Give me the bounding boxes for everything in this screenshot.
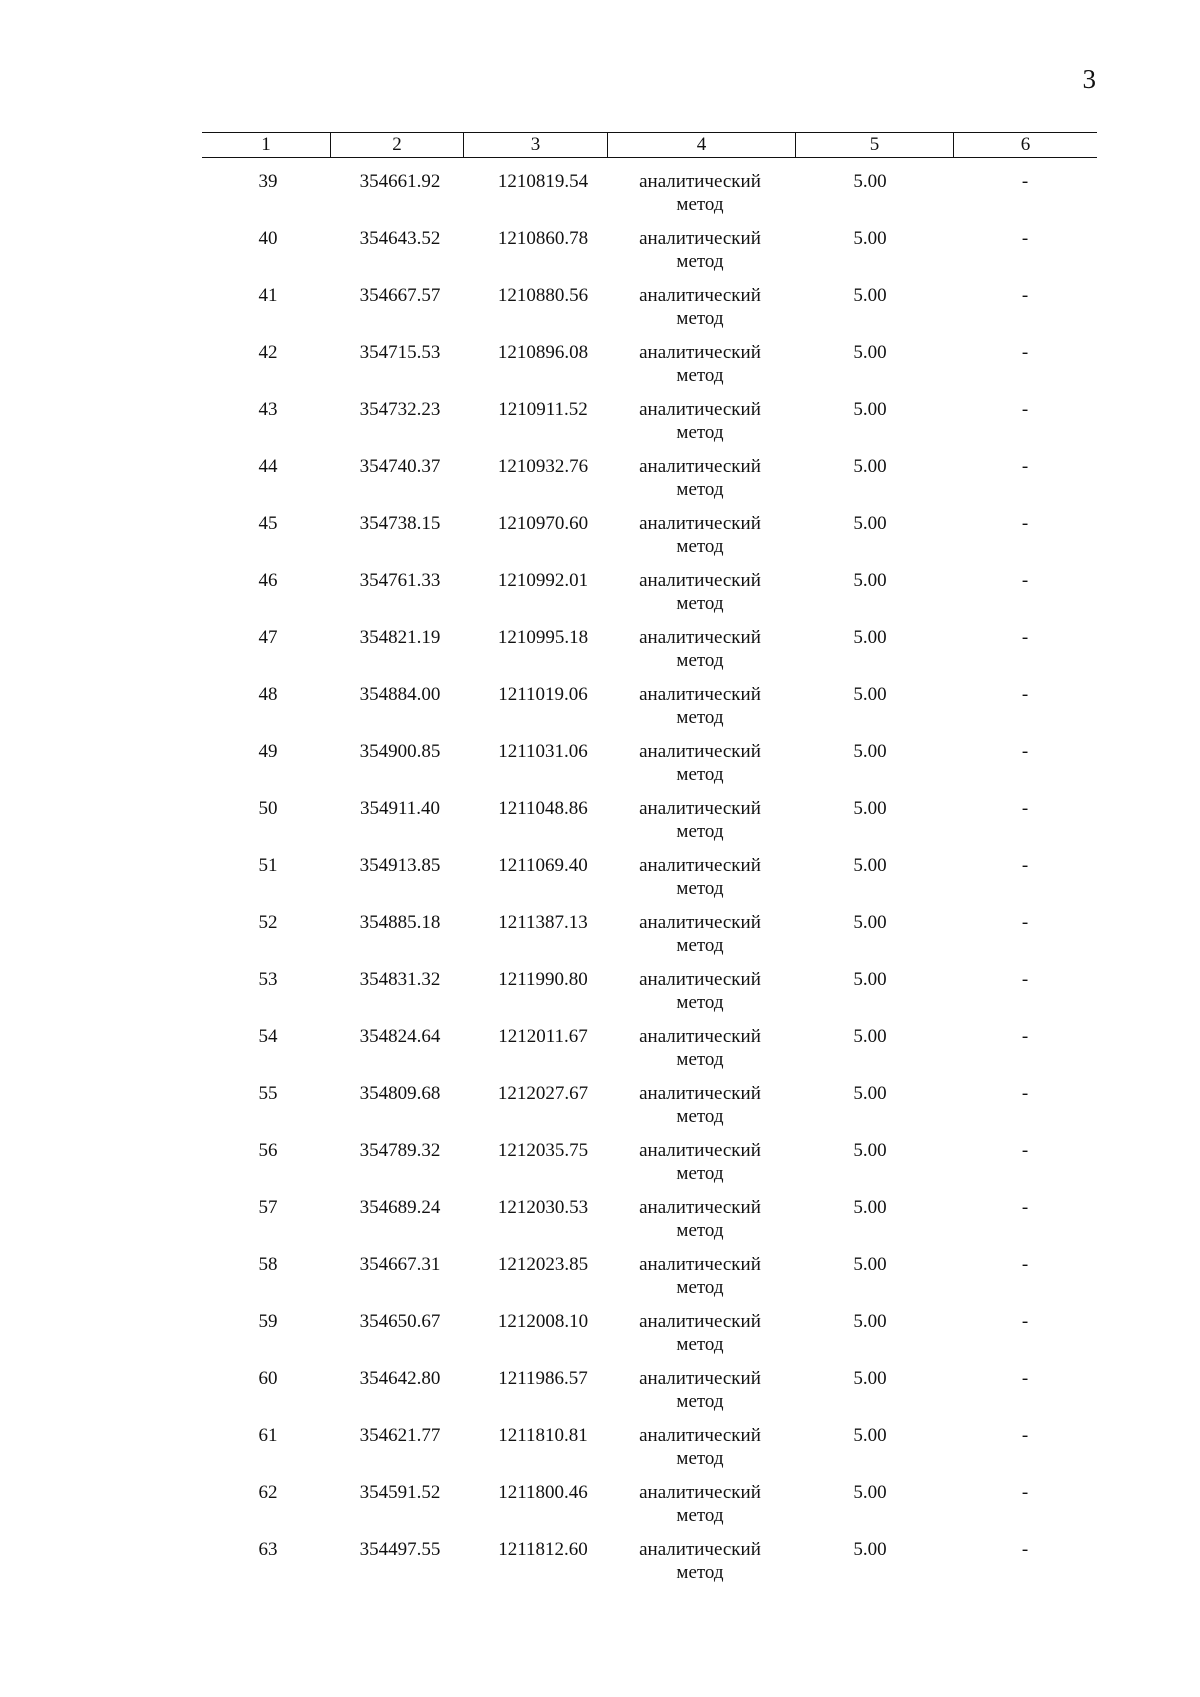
cell-method: аналитический метод [639, 1083, 761, 1127]
table-row [0, 569, 1200, 626]
cell-coord-x: 354667.57 [359, 285, 441, 306]
cell-coord-x: 354689.24 [359, 1197, 441, 1218]
cell-coord-y: 1210896.08 [497, 342, 589, 363]
cell-note: - [1021, 228, 1029, 249]
cell-point-number: 58 [258, 1254, 278, 1275]
table-row [0, 740, 1200, 797]
table-row [0, 797, 1200, 854]
cell-point-number: 45 [258, 513, 278, 534]
cell-coord-x: 354591.52 [359, 1482, 441, 1503]
cell-accuracy: 5.00 [853, 1539, 887, 1560]
table-row [0, 683, 1200, 740]
cell-note: - [1021, 798, 1029, 819]
table-row [0, 1424, 1200, 1481]
cell-accuracy: 5.00 [853, 456, 887, 477]
cell-coord-x: 354715.53 [359, 342, 441, 363]
cell-note: - [1021, 1140, 1029, 1161]
cell-note: - [1021, 855, 1029, 876]
cell-coord-y: 1211019.06 [498, 684, 588, 705]
cell-accuracy: 5.00 [853, 228, 887, 249]
table-row [0, 284, 1200, 341]
cell-accuracy: 5.00 [853, 627, 887, 648]
cell-coord-y: 1210995.18 [497, 627, 589, 648]
cell-method: аналитический метод [639, 627, 761, 671]
cell-note: - [1021, 684, 1029, 705]
cell-coord-y: 1210819.54 [497, 171, 589, 192]
cell-method: аналитический метод [639, 684, 761, 728]
table-row [0, 1196, 1200, 1253]
cell-note: - [1021, 285, 1029, 306]
cell-note: - [1021, 741, 1029, 762]
cell-note: - [1021, 456, 1029, 477]
cell-point-number: 47 [258, 627, 278, 648]
cell-note: - [1021, 1368, 1029, 1389]
cell-coord-y: 1211800.46 [498, 1482, 588, 1503]
table-row [0, 227, 1200, 284]
cell-method: аналитический метод [639, 456, 761, 500]
cell-accuracy: 5.00 [853, 912, 887, 933]
cell-method: аналитический метод [639, 285, 761, 329]
cell-method: аналитический метод [639, 1311, 761, 1355]
table-row [0, 1025, 1200, 1082]
cell-note: - [1021, 171, 1029, 192]
cell-coord-y: 1210911.52 [498, 399, 588, 420]
table-row [0, 911, 1200, 968]
cell-coord-y: 1212030.53 [497, 1197, 589, 1218]
cell-coord-y: 1210992.01 [497, 570, 589, 591]
cell-accuracy: 5.00 [853, 285, 887, 306]
cell-point-number: 50 [258, 798, 278, 819]
table-row [0, 398, 1200, 455]
cell-method: аналитический метод [639, 1026, 761, 1070]
cell-point-number: 40 [258, 228, 278, 249]
cell-point-number: 53 [258, 969, 278, 990]
cell-method: аналитический метод [639, 1368, 761, 1412]
cell-method: аналитический метод [639, 1197, 761, 1241]
cell-note: - [1021, 1197, 1029, 1218]
cell-note: - [1021, 969, 1029, 990]
table-row [0, 455, 1200, 512]
cell-coord-x: 354738.15 [359, 513, 441, 534]
cell-note: - [1021, 912, 1029, 933]
cell-point-number: 57 [258, 1197, 278, 1218]
cell-point-number: 63 [258, 1539, 278, 1560]
cell-accuracy: 5.00 [853, 1368, 887, 1389]
table-row [0, 170, 1200, 227]
table-row [0, 854, 1200, 911]
cell-coord-y: 1210880.56 [497, 285, 589, 306]
cell-coord-y: 1211810.81 [498, 1425, 588, 1446]
cell-coord-x: 354497.55 [359, 1539, 441, 1560]
table-row [0, 1253, 1200, 1310]
cell-coord-y: 1212008.10 [497, 1311, 589, 1332]
cell-note: - [1021, 1026, 1029, 1047]
cell-note: - [1021, 1311, 1029, 1332]
cell-point-number: 51 [258, 855, 278, 876]
table-header [202, 132, 1097, 158]
cell-coord-x: 354911.40 [359, 798, 441, 819]
cell-point-number: 61 [258, 1425, 278, 1446]
cell-note: - [1021, 513, 1029, 534]
cell-coord-x: 354831.32 [359, 969, 441, 990]
cell-point-number: 56 [258, 1140, 278, 1161]
cell-point-number: 60 [258, 1368, 278, 1389]
cell-note: - [1021, 1539, 1029, 1560]
cell-accuracy: 5.00 [853, 1425, 887, 1446]
cell-accuracy: 5.00 [853, 684, 887, 705]
cell-note: - [1021, 570, 1029, 591]
table-row [0, 968, 1200, 1025]
cell-method: аналитический метод [639, 1482, 761, 1526]
cell-coord-x: 354621.77 [359, 1425, 441, 1446]
cell-coord-y: 1211031.06 [498, 741, 588, 762]
cell-method: аналитический метод [639, 1539, 761, 1583]
cell-point-number: 41 [258, 285, 278, 306]
cell-point-number: 44 [258, 456, 278, 477]
table-row [0, 1481, 1200, 1538]
header-col-1: 1 [261, 134, 271, 155]
cell-coord-x: 354740.37 [359, 456, 441, 477]
table-row [0, 1082, 1200, 1139]
table-row [0, 626, 1200, 683]
cell-point-number: 62 [258, 1482, 278, 1503]
cell-coord-y: 1210970.60 [497, 513, 589, 534]
cell-coord-x: 354900.85 [359, 741, 441, 762]
cell-accuracy: 5.00 [853, 171, 887, 192]
cell-accuracy: 5.00 [853, 1026, 887, 1047]
cell-coord-x: 354809.68 [359, 1083, 441, 1104]
cell-coord-x: 354821.19 [359, 627, 441, 648]
cell-coord-y: 1210932.76 [497, 456, 589, 477]
cell-coord-y: 1211069.40 [498, 855, 588, 876]
cell-note: - [1021, 342, 1029, 363]
cell-note: - [1021, 399, 1029, 420]
cell-method: аналитический метод [639, 1254, 761, 1298]
cell-accuracy: 5.00 [853, 741, 887, 762]
cell-accuracy: 5.00 [853, 1482, 887, 1503]
cell-point-number: 49 [258, 741, 278, 762]
cell-coord-y: 1212023.85 [497, 1254, 589, 1275]
cell-accuracy: 5.00 [853, 969, 887, 990]
header-col-6: 6 [953, 133, 1097, 157]
header-col-3: 3 [463, 133, 607, 157]
cell-accuracy: 5.00 [853, 1197, 887, 1218]
cell-coord-y: 1212027.67 [497, 1083, 589, 1104]
cell-point-number: 59 [258, 1311, 278, 1332]
cell-note: - [1021, 1425, 1029, 1446]
header-col-2: 2 [330, 133, 463, 157]
cell-point-number: 55 [258, 1083, 278, 1104]
cell-coord-x: 354667.31 [359, 1254, 441, 1275]
cell-point-number: 43 [258, 399, 278, 420]
cell-method: аналитический метод [639, 342, 761, 386]
header-col-4: 4 [607, 133, 795, 157]
cell-coord-y: 1212011.67 [498, 1026, 588, 1047]
cell-method: аналитический метод [639, 912, 761, 956]
table-row [0, 1139, 1200, 1196]
cell-accuracy: 5.00 [853, 1140, 887, 1161]
cell-accuracy: 5.00 [853, 798, 887, 819]
cell-coord-x: 354884.00 [359, 684, 441, 705]
cell-coord-x: 354789.32 [359, 1140, 441, 1161]
cell-method: аналитический метод [639, 171, 761, 215]
cell-coord-y: 1211990.80 [498, 969, 588, 990]
cell-note: - [1021, 627, 1029, 648]
cell-accuracy: 5.00 [853, 1254, 887, 1275]
cell-coord-x: 354643.52 [359, 228, 441, 249]
cell-coord-y: 1211812.60 [498, 1539, 588, 1560]
table-row [0, 1367, 1200, 1424]
cell-point-number: 54 [258, 1026, 278, 1047]
table-row [0, 1538, 1200, 1595]
table-row [0, 1310, 1200, 1367]
table-body [0, 170, 1200, 1595]
page-number: 3 [1082, 64, 1096, 94]
cell-accuracy: 5.00 [853, 513, 887, 534]
cell-method: аналитический метод [639, 399, 761, 443]
cell-method: аналитический метод [639, 1425, 761, 1469]
cell-accuracy: 5.00 [853, 1311, 887, 1332]
cell-method: аналитический метод [639, 570, 761, 614]
cell-method: аналитический метод [639, 969, 761, 1013]
cell-accuracy: 5.00 [853, 855, 887, 876]
cell-coord-x: 354650.67 [359, 1311, 441, 1332]
cell-accuracy: 5.00 [853, 570, 887, 591]
cell-accuracy: 5.00 [853, 399, 887, 420]
cell-coord-y: 1211048.86 [498, 798, 588, 819]
cell-point-number: 42 [258, 342, 278, 363]
cell-coord-x: 354885.18 [359, 912, 441, 933]
cell-note: - [1021, 1254, 1029, 1275]
cell-coord-y: 1212035.75 [497, 1140, 589, 1161]
table-row [0, 512, 1200, 569]
cell-method: аналитический метод [639, 228, 761, 272]
cell-note: - [1021, 1083, 1029, 1104]
cell-accuracy: 5.00 [853, 1083, 887, 1104]
cell-point-number: 46 [258, 570, 278, 591]
cell-coord-x: 354824.64 [359, 1026, 441, 1047]
table-row [0, 341, 1200, 398]
cell-point-number: 39 [258, 171, 278, 192]
header-col-5: 5 [795, 133, 953, 157]
cell-coord-x: 354761.33 [359, 570, 441, 591]
cell-method: аналитический метод [639, 1140, 761, 1184]
cell-accuracy: 5.00 [853, 342, 887, 363]
cell-coord-y: 1211387.13 [498, 912, 588, 933]
cell-point-number: 52 [258, 912, 278, 933]
cell-coord-y: 1211986.57 [498, 1368, 588, 1389]
cell-coord-y: 1210860.78 [497, 228, 589, 249]
cell-coord-x: 354642.80 [359, 1368, 441, 1389]
cell-coord-x: 354732.23 [359, 399, 441, 420]
cell-method: аналитический метод [639, 741, 761, 785]
cell-method: аналитический метод [639, 855, 761, 899]
cell-method: аналитический метод [639, 513, 761, 557]
cell-point-number: 48 [258, 684, 278, 705]
cell-coord-x: 354913.85 [359, 855, 441, 876]
cell-method: аналитический метод [639, 798, 761, 842]
cell-note: - [1021, 1482, 1029, 1503]
cell-coord-x: 354661.92 [359, 171, 441, 192]
